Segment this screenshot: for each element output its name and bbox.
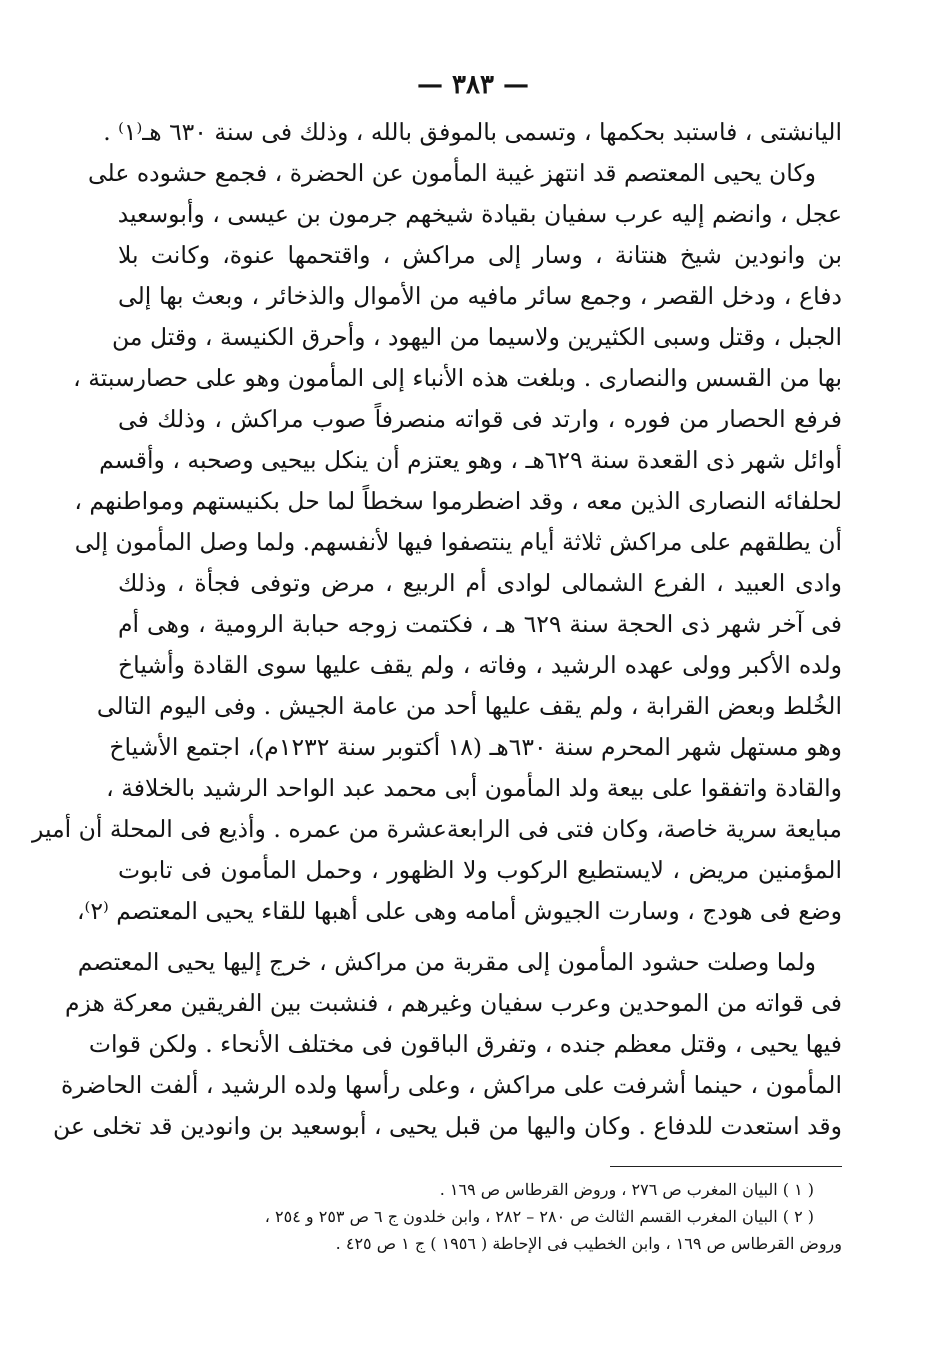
text-line: بها من القسس والنصارى . وبلغت هذه الأنباء إلى المأمون وهو على حصارسبتة ، (73, 364, 842, 392)
text-line: فيها يحيى ، وقتل معظم جنده ، وتفرق الباقون فى مختلف الأنحاء . ولكن قوات (88, 1030, 842, 1058)
text-line: وضع فى هودج ، وسارت الجيوش أمامه وهى على أهبها للقاء يحيى المعتصم ⁽٢⁾، (76, 897, 842, 925)
text-line: الخُلط وبعض القرابة ، ولم يقف عليها أحد من عامة الجيش . وفى اليوم التالى (96, 692, 842, 720)
text-line: فى آخر شهر ذى الحجة سنة ٦٢٩ هـ ، فكتمت زوجه حبابة الرومية ، وهى أم (118, 610, 842, 638)
footnote-divider (610, 1166, 842, 1167)
text-line: بن وانودين شيخ هنتانة ، وسار إلى مراكش ، واقتحمها عنوة، وكانت بلا (118, 241, 842, 269)
text-line: وكان يحيى المعتصم قد انتهز غيبة المأمون عن الحضرة ، فجمع حشوده على (87, 159, 816, 187)
text-line: ولده الأكبر وولى عهده الرشيد ، وفاته ، ولم يقف عليها سوى القادة وأشياخ (118, 651, 842, 679)
footnote-1: ( ١ ) البيان المغرب ص ٢٧٦ ، وروض القرطاس ص ١٦٩ . (439, 1180, 814, 1199)
paragraph-gap (118, 932, 842, 942)
text-line: المؤمنين مريض ، لايستطيع الركوب ولا الظهور ، وحمل المأمون فى تابوت (118, 856, 842, 884)
text-line: فى قواته من الموحدين وعرب سفيان وغيرهم ، فنشبت بين الفريقين معركة هزم (64, 989, 842, 1017)
text-line: ولما وصلت حشود المأمون إلى مقربة من مراكش ، خرج إليها يحيى المعتصم (77, 948, 816, 976)
body-text (32, 112, 843, 1147)
text-line: أن يطلقهم على مراكش ثلاثة أيام ينتصفوا فيها لأنفسهم. ولما وصل المأمون إلى (74, 528, 842, 556)
text-line: دفاع ، ودخل القصر ، وجمع سائر مافيه من الأموال والذخائر ، وبعث بها إلى (118, 282, 843, 310)
footnote-2: ( ٢ ) البيان المغرب القسم الثالث ص ٢٨٠ – ٢٨٢ ، وابن خلدون ج ٦ ص ٢٥٣ و ٢٥٤ ، (264, 1207, 814, 1226)
footnote-2-continuation: وروض القرطاس ص ١٦٩ ، وابن الخطيب فى الإحاطة ( ١٩٥٦ ) ج ١ ص ٤٢٥ . (335, 1234, 842, 1253)
text-line: وهو مستهل شهر المحرم سنة ٦٣٠هـ (١٨ أكتوبر سنة ١٢٣٢م)، اجتمع الأشياخ (109, 733, 842, 761)
text-line: مبايعة سرية خاصة، وكان فتى فى الرابعةعشرة من عمره . وأذيع فى المحلة أن أمير (32, 815, 842, 843)
text-line: والقادة واتفقوا على بيعة ولد المأمون أبى محمد عبد الواحد الرشيد بالخلافة ، (106, 774, 842, 802)
text-line: لحلفائه النصارى الذين معه ، وقد اضطرموا سخطاً لما حل بكنيستهم ومواطنهم ، (74, 487, 842, 515)
text-line: المأمون ، حينما أشرفت على مراكش ، وعلى رأسها ولده الرشيد ، ألفت الحاضرة (61, 1071, 842, 1099)
footnotes (130, 1176, 842, 1257)
text-line: اليانشتى ، فاستبد بحكمها ، وتسمى بالموفق بالله ، وذلك فى سنة ٦٣٠ هـ⁽١⁾ . (103, 118, 842, 146)
text-line: وقد استعدت للدفاع . وكان واليها من قبل يحيى ، أبوسعيد بن وانودين قد تخلى عن (53, 1112, 842, 1140)
text-line: الجبل ، وقتل وسبى الكثيرين ولاسيما من اليهود ، وأحرق الكنيسة ، وقتل من (112, 323, 842, 351)
text-line: أوائل شهر ذى القعدة سنة ٦٢٩هـ ، وهو يعتزم أن ينكل بيحيى وصحبه ، وأقسم (99, 446, 842, 474)
text-line: عجل ، وانضم إليه عرب سفيان بقيادة شيخهم جرمون بن عيسى ، وأبوسعيد (117, 200, 842, 228)
text-line: فرفع الحصار من فوره ، وارتد فى قواته منصرفاً صوب مراكش ، وذلك فى (118, 405, 842, 433)
text-line: وادى العبيد ، الفرع الشمالى لوادى أم الربيع ، مرض وتوفى فجأة ، وذلك (118, 569, 842, 597)
page-number: — ٣٨٣ — (416, 70, 530, 100)
